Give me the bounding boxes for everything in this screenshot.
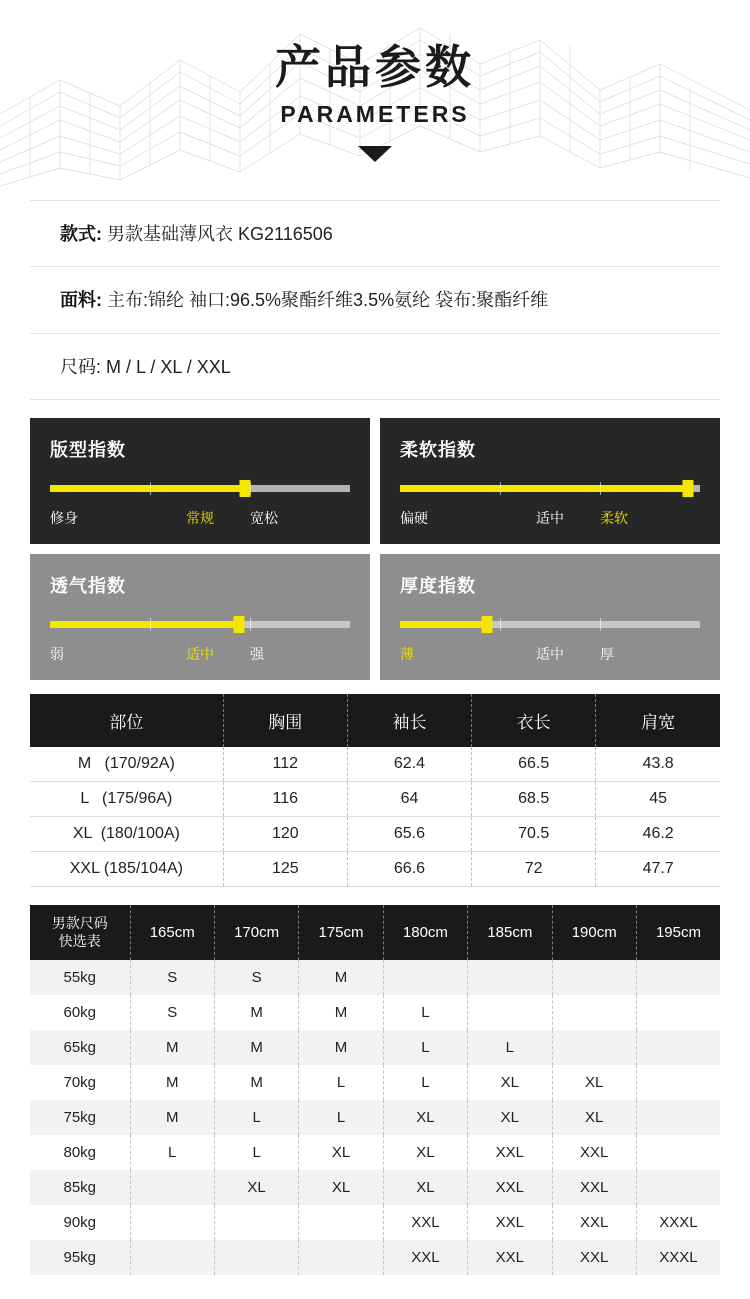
chooser-cell: L xyxy=(383,1030,467,1065)
bar-fill xyxy=(400,485,688,492)
index-label-active: 适中 xyxy=(186,646,214,663)
index-card-fit xyxy=(30,418,370,544)
chooser-cell: XL xyxy=(383,1135,467,1170)
chooser-cell: L xyxy=(383,995,467,1030)
cell-length: 66.5 xyxy=(472,747,596,782)
table-header-row xyxy=(30,694,720,747)
chooser-cell xyxy=(130,1205,214,1240)
index-label: 宽松 xyxy=(250,510,278,527)
header-title-zone xyxy=(0,0,750,162)
chooser-cell: XXL xyxy=(468,1170,552,1205)
spec-value-style: 男款基础薄风衣 KG2116506 xyxy=(107,224,333,244)
index-labels-thickness xyxy=(400,644,700,664)
bar-divider xyxy=(150,618,151,631)
cell-chest: 120 xyxy=(223,817,347,852)
page-subtitle: PARAMETERS xyxy=(280,100,470,127)
index-label: 弱 xyxy=(50,646,64,663)
cell-length: 68.5 xyxy=(472,782,596,817)
chooser-cell xyxy=(636,1170,720,1205)
index-title-breathability: 透气指数 xyxy=(50,576,126,597)
index-label: 偏硬 xyxy=(400,510,428,527)
col-header-sleeve: 袖长 xyxy=(347,694,471,747)
chooser-col-185: 185cm xyxy=(468,905,552,960)
spec-label-style: 款式: xyxy=(60,224,102,244)
chooser-row-weight: 55kg xyxy=(30,960,130,995)
chooser-cell: L xyxy=(214,1135,298,1170)
chooser-row-weight: 70kg xyxy=(30,1065,130,1100)
chooser-cell xyxy=(552,995,636,1030)
chooser-cell xyxy=(636,1135,720,1170)
chooser-cell: S xyxy=(130,960,214,995)
chooser-cell: XL xyxy=(299,1170,383,1205)
chooser-cell: M xyxy=(214,1065,298,1100)
chooser-col-180: 180cm xyxy=(383,905,467,960)
chooser-cell xyxy=(552,960,636,995)
index-label: 适中 xyxy=(536,646,564,663)
chooser-header-row xyxy=(30,905,720,960)
bar-knob xyxy=(683,480,694,497)
chooser-cell: L xyxy=(299,1065,383,1100)
chooser-cell: L xyxy=(383,1065,467,1100)
page-title: 产品参数 xyxy=(275,40,475,94)
cell-sleeve: 64 xyxy=(347,782,471,817)
bar-divider xyxy=(150,482,151,495)
cell-shoulder: 43.8 xyxy=(596,747,720,782)
chooser-cell: M xyxy=(130,1100,214,1135)
chooser-col-170: 170cm xyxy=(214,905,298,960)
spec-list xyxy=(0,200,750,400)
chooser-cell: XXL xyxy=(552,1170,636,1205)
chooser-cell: XXL xyxy=(468,1240,552,1275)
chooser-row xyxy=(30,1170,720,1205)
chooser-corner-line1: 男款尺码 xyxy=(51,915,108,932)
index-title-thickness: 厚度指数 xyxy=(400,576,476,597)
chooser-row-weight: 65kg xyxy=(30,1030,130,1065)
size-chooser-table xyxy=(30,905,720,1275)
chooser-cell: M xyxy=(214,995,298,1030)
col-header-chest: 胸围 xyxy=(223,694,347,747)
index-label-active: 柔软 xyxy=(600,510,628,527)
chooser-corner-header xyxy=(30,905,130,960)
chooser-cell: L xyxy=(214,1100,298,1135)
chooser-cell: XXL xyxy=(383,1205,467,1240)
arrow-down-icon xyxy=(358,146,392,162)
chooser-row xyxy=(30,995,720,1030)
chooser-cell: XXL xyxy=(383,1240,467,1275)
col-header-length: 衣长 xyxy=(472,694,596,747)
chooser-row xyxy=(30,1205,720,1240)
chooser-col-175: 175cm xyxy=(299,905,383,960)
bar-knob xyxy=(234,616,245,633)
chooser-cell xyxy=(636,995,720,1030)
index-labels-fit xyxy=(50,508,350,528)
chooser-row-weight: 80kg xyxy=(30,1135,130,1170)
chooser-cell: XL xyxy=(468,1065,552,1100)
index-label: 强 xyxy=(250,646,264,663)
chooser-cell: L xyxy=(468,1030,552,1065)
chooser-cell xyxy=(130,1170,214,1205)
chooser-cell: M xyxy=(299,960,383,995)
chooser-cell: XL xyxy=(299,1135,383,1170)
index-title-fit: 版型指数 xyxy=(50,440,126,461)
bar-knob xyxy=(240,480,251,497)
chooser-row xyxy=(30,960,720,995)
bar-divider xyxy=(600,482,601,495)
chooser-cell: XL xyxy=(552,1100,636,1135)
cell-size: M (170/92A) xyxy=(30,747,223,782)
cell-length: 72 xyxy=(472,852,596,887)
spec-label-sizes: 尺码: xyxy=(60,356,102,377)
cell-chest: 116 xyxy=(223,782,347,817)
table-row xyxy=(30,817,720,852)
chooser-cell xyxy=(299,1240,383,1275)
cell-chest: 125 xyxy=(223,852,347,887)
chooser-cell: XL xyxy=(214,1170,298,1205)
col-header-part: 部位 xyxy=(30,694,223,747)
chooser-cell xyxy=(130,1240,214,1275)
chooser-col-165: 165cm xyxy=(130,905,214,960)
chooser-cell xyxy=(636,960,720,995)
cell-chest: 112 xyxy=(223,747,347,782)
chooser-cell: XL xyxy=(468,1100,552,1135)
index-bar-thickness xyxy=(400,616,700,632)
chooser-row xyxy=(30,1100,720,1135)
chooser-cell xyxy=(636,1065,720,1100)
chooser-cell xyxy=(468,995,552,1030)
chooser-cell xyxy=(552,1030,636,1065)
measurement-table xyxy=(30,694,720,887)
cell-size: XL (180/100A) xyxy=(30,817,223,852)
bar-knob xyxy=(482,616,493,633)
chooser-row-weight: 95kg xyxy=(30,1240,130,1275)
chooser-cell: XXL xyxy=(468,1135,552,1170)
chooser-cell xyxy=(383,960,467,995)
spec-value-sizes: M / L / XL / XXL xyxy=(106,356,231,377)
chooser-cell xyxy=(468,960,552,995)
chooser-cell: XXL xyxy=(468,1205,552,1240)
chooser-row xyxy=(30,1065,720,1100)
index-label: 修身 xyxy=(50,510,78,527)
chooser-row xyxy=(30,1135,720,1170)
chooser-cell: XXL xyxy=(552,1240,636,1275)
bar-fill xyxy=(400,621,487,628)
chooser-cell: L xyxy=(299,1100,383,1135)
cell-size: L (175/96A) xyxy=(30,782,223,817)
chooser-cell xyxy=(636,1100,720,1135)
spec-row-fabric xyxy=(30,267,720,333)
cell-sleeve: 66.6 xyxy=(347,852,471,887)
page-header xyxy=(0,0,750,200)
spec-row-style xyxy=(30,200,720,267)
chooser-row-weight: 85kg xyxy=(30,1170,130,1205)
chooser-cell: XL xyxy=(383,1170,467,1205)
chooser-cell: S xyxy=(130,995,214,1030)
chooser-row xyxy=(30,1240,720,1275)
chooser-row-weight: 75kg xyxy=(30,1100,130,1135)
spec-label-fabric: 面料: xyxy=(60,290,102,311)
bar-divider xyxy=(250,618,251,631)
index-card-grid xyxy=(30,418,720,680)
chooser-cell: L xyxy=(130,1135,214,1170)
bar-fill xyxy=(50,621,239,628)
chooser-col-190: 190cm xyxy=(552,905,636,960)
chooser-cell xyxy=(636,1030,720,1065)
col-header-shoulder: 肩宽 xyxy=(596,694,720,747)
chooser-corner-line2: 快选表 xyxy=(58,932,101,949)
chooser-col-195: 195cm xyxy=(636,905,720,960)
bar-divider xyxy=(600,618,601,631)
index-card-breathability xyxy=(30,554,370,680)
index-title-softness: 柔软指数 xyxy=(400,440,476,461)
chooser-row xyxy=(30,1030,720,1065)
chooser-cell: M xyxy=(214,1030,298,1065)
bar-fill xyxy=(50,485,245,492)
index-bar-breathability xyxy=(50,616,350,632)
chooser-cell: M xyxy=(299,995,383,1030)
index-label-active: 常规 xyxy=(186,510,214,527)
chooser-row-weight: 90kg xyxy=(30,1205,130,1240)
table-row xyxy=(30,747,720,782)
chooser-cell xyxy=(299,1205,383,1240)
chooser-cell: S xyxy=(214,960,298,995)
chooser-cell xyxy=(214,1240,298,1275)
cell-sleeve: 62.4 xyxy=(347,747,471,782)
bar-divider xyxy=(500,482,501,495)
cell-shoulder: 45 xyxy=(596,782,720,817)
index-bar-softness xyxy=(400,480,700,496)
bar-divider xyxy=(500,618,501,631)
chooser-cell: XL xyxy=(552,1065,636,1100)
cell-length: 70.5 xyxy=(472,817,596,852)
chooser-cell: M xyxy=(130,1030,214,1065)
spec-value-fabric: 主布:锦纶 袖口:96.5%聚酯纤维3.5%氨纶 袋布:聚酯纤维 xyxy=(107,290,549,311)
index-labels-breathability xyxy=(50,644,350,664)
chooser-cell: M xyxy=(299,1030,383,1065)
chooser-cell xyxy=(214,1205,298,1240)
index-card-thickness xyxy=(380,554,720,680)
chooser-cell: XXXL xyxy=(636,1240,720,1275)
index-labels-softness xyxy=(400,508,700,528)
spec-row-sizes xyxy=(30,334,720,400)
chooser-cell: M xyxy=(130,1065,214,1100)
index-label: 适中 xyxy=(536,510,564,527)
chooser-row-weight: 60kg xyxy=(30,995,130,1030)
table-row xyxy=(30,782,720,817)
chooser-cell: XXL xyxy=(552,1205,636,1240)
index-label-active: 薄 xyxy=(400,646,414,663)
cell-shoulder: 46.2 xyxy=(596,817,720,852)
cell-shoulder: 47.7 xyxy=(596,852,720,887)
index-bar-fit xyxy=(50,480,350,496)
index-card-softness xyxy=(380,418,720,544)
cell-size: XXL (185/104A) xyxy=(30,852,223,887)
table-row xyxy=(30,852,720,887)
chooser-cell: XL xyxy=(383,1100,467,1135)
index-label: 厚 xyxy=(600,646,614,663)
chooser-cell: XXL xyxy=(552,1135,636,1170)
chooser-cell: XXXL xyxy=(636,1205,720,1240)
cell-sleeve: 65.6 xyxy=(347,817,471,852)
